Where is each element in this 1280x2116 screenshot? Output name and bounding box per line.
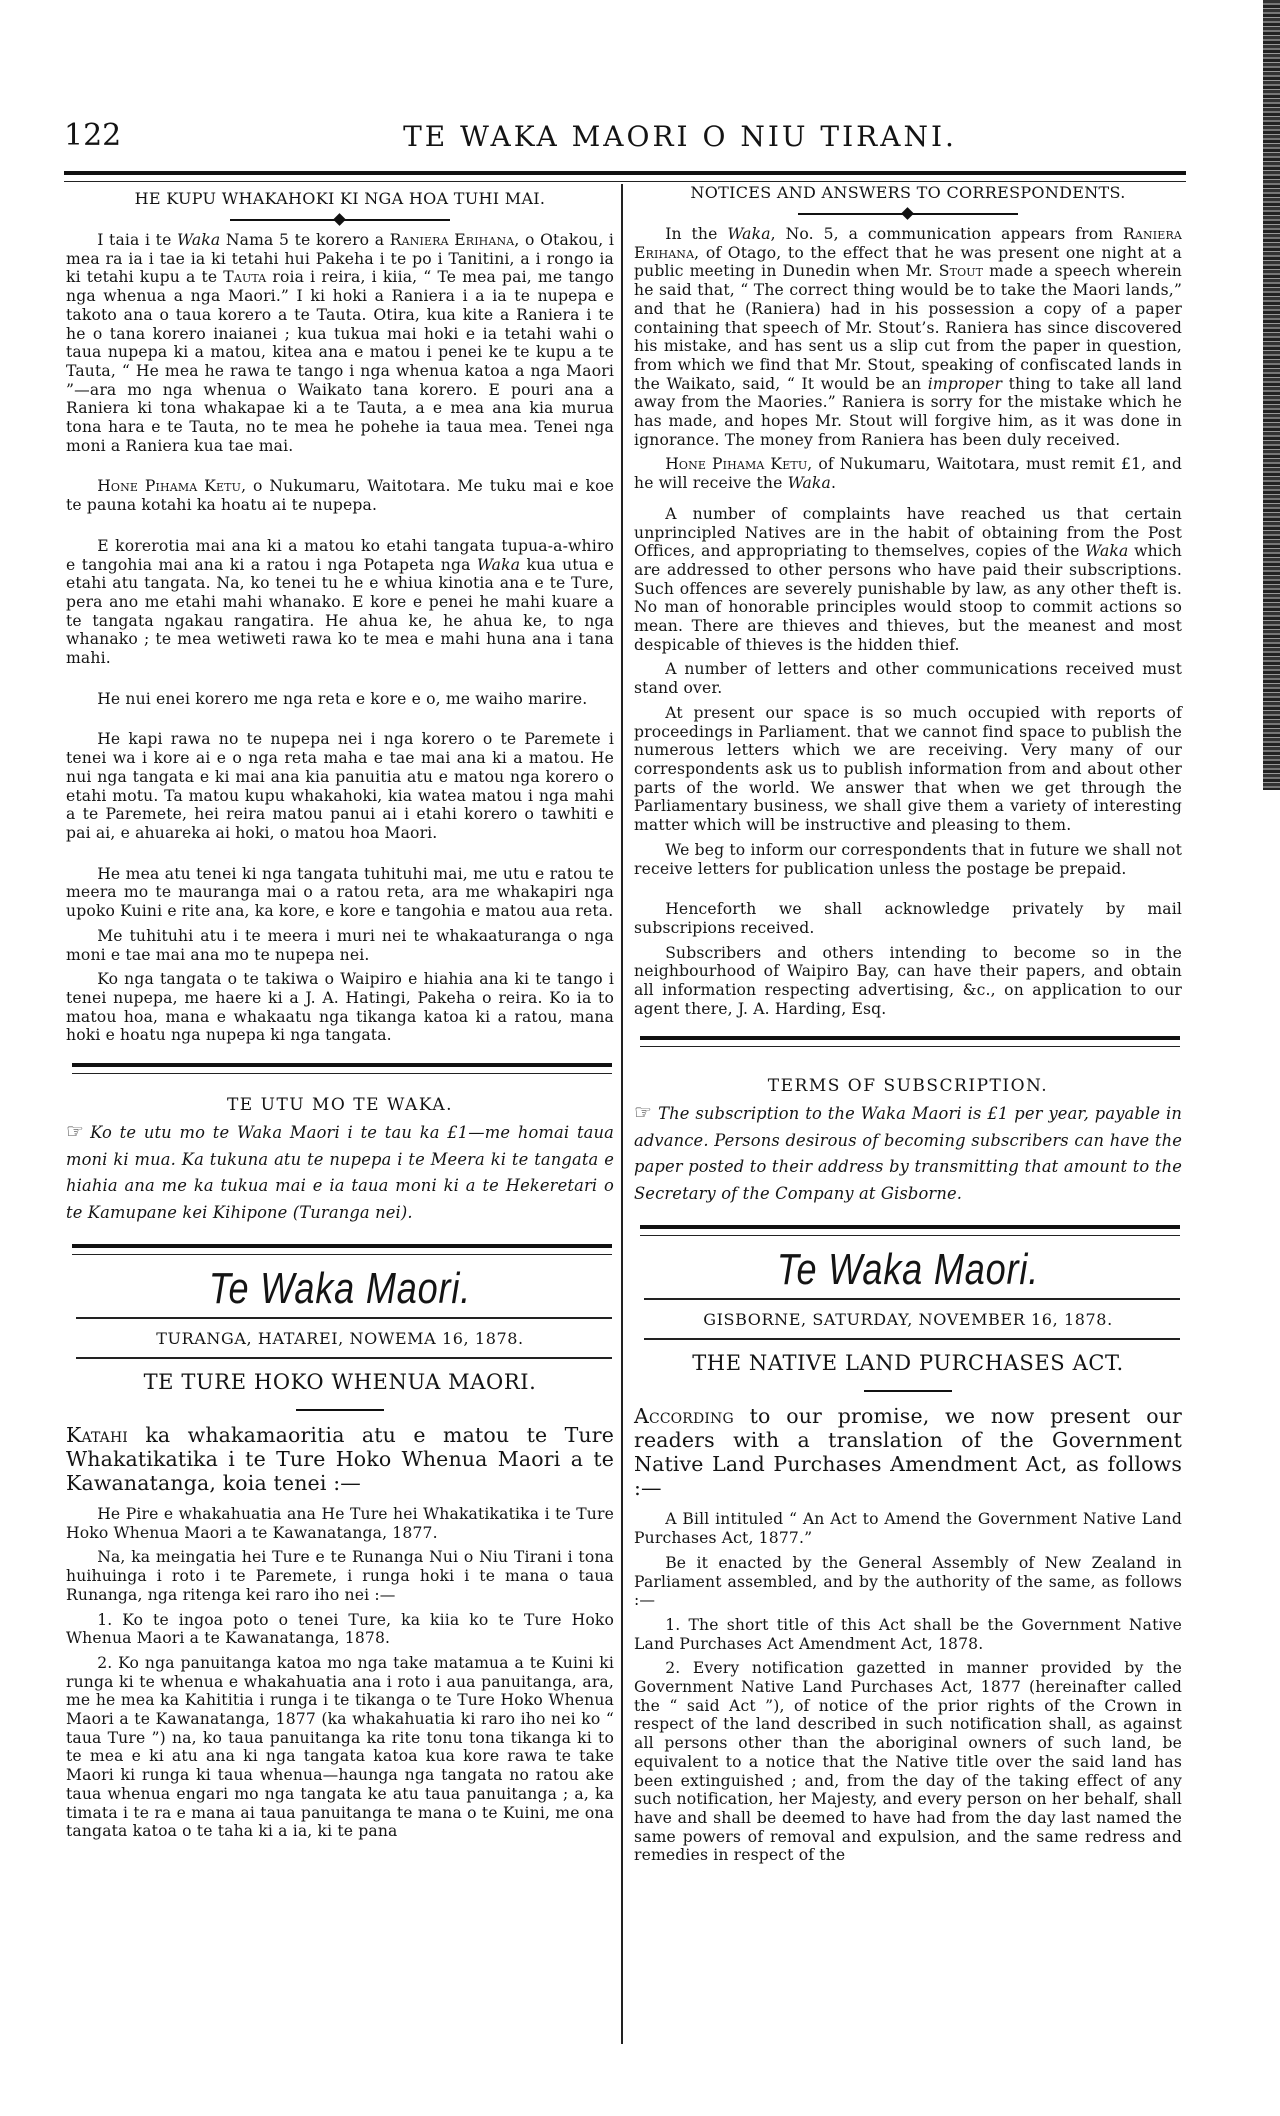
article-paragraph: [66, 1611, 614, 1648]
italic-text: Waka: [476, 555, 521, 574]
text-run: ka whakamaoritia atu e matou te Ture Whakatikatika i te Ture Hoko Whenua Maori a te Kawanatanga, koia tenei :—: [66, 1423, 614, 1496]
rule-thick: [640, 1036, 1180, 1040]
text-run: Be it enacted by the General Assembly of New Zealand in Parliament assembled, and by the authority of the same, as follows :—: [634, 1553, 1182, 1610]
short-rule: [864, 1390, 952, 1392]
text-run: In the: [665, 225, 728, 243]
text-run: He mea atu tenei ki nga tangata tuhituhi mai, me utu e ratou te meera mo te mauranga mai o a ratou reta, ara me whakapiri nga upoko Kuini e rite ana, ka kore, e kore e tangohia e matou aua reta.: [66, 864, 614, 921]
italic-text: Waka: [787, 474, 831, 493]
text-run: which are addressed to other persons who have paid their subscriptions. Such offences are severely punishable by law, as any other theft is. No man of honorable principles would stoop to commit actions so mean. There are thieves and thieves, but the meanest and most despicable of thieves is the hidden thief.: [634, 542, 1182, 654]
italic-text: improper: [927, 374, 1003, 393]
header-rule-thin: [64, 181, 1186, 182]
left-paragraph: [66, 927, 614, 964]
rule-thin: [640, 1235, 1180, 1236]
text-run: A number of complaints have reached us that certain unprincipled Natives are in the habit of obtaining from the Post Offices, and appropriating to themselves, copies of the: [634, 504, 1182, 561]
italic-text: Waka: [1085, 542, 1129, 561]
rule-thin: [72, 1073, 612, 1074]
rule-thick: [72, 1063, 612, 1067]
small-caps-name: Stout: [938, 262, 984, 281]
rule-thick: [72, 1244, 612, 1248]
left-paragraph: [66, 231, 614, 455]
text-run: to our promise, we now present our readers with a translation of the Government Native Land Purchases Amendment Act, as follows :—: [634, 1404, 1182, 1501]
article-paragraph: [634, 1510, 1182, 1547]
text-run: He nui enei korero me nga reta e kore e o, me waiho marire.: [97, 689, 588, 708]
text-run: I taia i te: [97, 231, 178, 249]
subscription-heading: TERMS OF SUBSCRIPTION.: [767, 1076, 1049, 1097]
text-run: E korerotia mai ana ki a matou ko etahi tangata tupua-a-whiro e tangohia mai ana ki a ratou i nga Potapeta nga: [66, 536, 614, 574]
small-caps-name: Tauta: [223, 268, 267, 287]
article-paragraph: [634, 1659, 1182, 1865]
left-column: [66, 189, 614, 1841]
subscription-notice: [634, 1099, 1182, 1207]
scan-edge: [1263, 0, 1280, 790]
right-paragraph: [634, 505, 1182, 655]
text-run: 1. The short title of this Act shall be the Government Native Land Purchases Act Amendment Act, 1878.: [634, 1615, 1182, 1653]
right-paragraph: [634, 900, 1182, 937]
text-run: He kapi rawa no te nupepa nei i nga korero o te Paremete i tenei wa i kore ai e o nga reta maha e tae mai ana ki a matou. He nui nga tangata e ki mai ana kia panuitia atu e matou nga korero o etahi motu. Ta matou kupu whakahoki, kia watea matou i nga mahi a te Paremete, hei reira matou panui ai i etahi korero o tawhiti e pai ai, e ahuareka ai hoki, o matou hoa Maori.: [66, 730, 614, 842]
text-run: He Pire e whakahuatia ana He Ture hei Whakatikatika i te Ture Hoko Whenua Maori a te Kawanatanga, 1877.: [66, 1505, 614, 1542]
left-paragraph: [66, 537, 614, 668]
masthead-rule: [644, 1298, 1180, 1300]
short-rule: [296, 1409, 384, 1411]
article-paragraph: [66, 1654, 614, 1841]
small-caps-name: Hone Pihama Ketu: [97, 477, 242, 496]
article-heading: THE NATIVE LAND PURCHASES ACT.: [692, 1351, 1124, 1376]
small-caps-name: Raniera Erihana: [389, 231, 515, 249]
article-paragraph: [66, 1548, 614, 1604]
text-run: At present our space is so much occupied with reports of proceedings in Parliament. that we cannot find space to publish the numerous letters which we are receiving. Very many of our correspondents ask us to publish information from and about other parts of the world. We answer that when we get through the Parliamentary business, we shall give them a variety of interesting matter which will be instructive and pleasing to them.: [634, 703, 1182, 835]
right-paragraph: [634, 944, 1182, 1019]
italic-text: Waka: [177, 231, 221, 249]
right-paragraph: [634, 455, 1182, 492]
pointing-hand-icon: ☞: [66, 1119, 85, 1144]
text-run: Nama 5 te korero a: [220, 231, 390, 249]
page-number: 122: [64, 118, 122, 153]
text-run: , o Nukumaru, Waitotara. Me tuku mai e koe te pauna kotahi ka hoatu ai te nupepa.: [66, 477, 614, 515]
dateline-rule: [76, 1357, 612, 1359]
text-run: , of Nukumaru, Waitotara, must remit £1, and he will receive the: [634, 455, 1182, 493]
column-divider: [621, 184, 623, 2044]
right-paragraph: [634, 704, 1182, 835]
small-caps-name: According: [634, 1404, 734, 1429]
notice-text: [634, 1104, 1182, 1203]
italic-text: Waka: [727, 225, 771, 243]
text-run: 2. Ko nga panuitanga katoa mo nga take matamua a te Kuini ki runga ki te whenua e whakahuatia ana i roto i aua panuitanga, ara, me he mea ka Kahititia i runga i te tikanga o te Ture Hoko Whenua Maori a te Kawanatanga, 1877 (ka whakahuatia ki raro iho nei ko “ taua Ture ”) na, ko taua panuitanga ka rite tonu tona tikanga ki to te mea e ki atu ana ki nga tangata katoa kua kore rawa te take Maori ki runga ki taua whenua—haunga nga tangata no ratou ake taua whenua engari mo nga tangata ke atu taua panuitanga ; a, ka timata i te ra e mana ai taua panuitanga te mana o te Kuini, me ona tangata katoa o te taha ki a ia, ki te pana: [66, 1653, 614, 1841]
article-lead: [634, 1404, 1182, 1500]
right-column: [634, 183, 1182, 1865]
text-run: roia i reira, i kiia, “ Te mea pai, me tango nga whenua a nga Maori.” I ki hoki a Raniera i a ia te nupepa e takoto ana o taua korero a te Tauta. Otira, kua kite a Raniera i te he o tana korero inaianei ; kua tukua mai hoki e ia tetahi wahi o taua nupepa ki a matou, kitea ana e matou i penei ke te kupu a te Tauta, “ He mea he rawa te tango i nga whenua katoa a nga Maori ”—ara mo nga whenua o Waikato tana korero. E pouri ana a Raniera ki tona whakapae ki a te Tauta, a e mea ana kia murua tona hara e te Tauta, no te mea he pohehe ia taua mea. Tenei nga moni a Raniera kua tae mai.: [66, 268, 614, 455]
subscription-notice: [66, 1118, 614, 1226]
rule-thin: [640, 1046, 1180, 1047]
text-run: , of Otago, to the effect that he was present one night at a public meeting in Dunedin when Mr.: [634, 243, 1182, 281]
pointing-hand-icon: ☞: [634, 1100, 653, 1125]
section-rule: [640, 1225, 1180, 1236]
left-section-heading: HE KUPU WHAKAHOKI KI NGA HOA TUHI MAI.: [134, 189, 546, 208]
dateline: TURANGA, HATAREI, NOWEMA 16, 1878.: [156, 1329, 524, 1349]
text-run: A Bill intituled “ An Act to Amend the Government Native Land Purchases Act, 1877.”: [634, 1510, 1182, 1548]
left-paragraph: [66, 970, 614, 1045]
small-caps-name: Hone Pihama Ketu: [665, 455, 808, 474]
text-run: A number of letters and other communications received must stand over.: [634, 660, 1182, 698]
text-run: kua utua e etahi atu tangata. Na, ko tenei tu he e whiua kinotia ana e te Ture, pera ano me etahi mahi whanako. E kore e penei he mahi kuare a te tangata ngakau rangatira. He ahua ke, he ahua ke, to nga whanako ; te mea wetiweti rawa ko te mea e mahi huna ana i tana mahi.: [66, 555, 615, 668]
subscription-heading: TE UTU MO TE WAKA.: [226, 1095, 454, 1116]
article-paragraph: [634, 1616, 1182, 1653]
masthead-rule: [76, 1317, 612, 1319]
article-paragraph: [66, 1505, 614, 1542]
left-paragraph: [66, 730, 614, 842]
right-paragraph: [634, 841, 1182, 878]
text-run: We beg to inform our correspondents that in future we shall not receive letters for publication unless the postage be prepaid.: [634, 840, 1182, 878]
diamond-rule: [66, 215, 614, 225]
text-run: The subscription to the Waka Maori is £1 per year, payable in advance. Persons desirous of becoming subscribers can have the paper posted to their address by transmitting that amount to the Secretary of the Company at Gisborne.: [634, 1104, 1182, 1203]
text-run: , No. 5, a communication appears from: [770, 225, 1124, 243]
notice-text: [66, 1123, 614, 1222]
text-run: Me tuhituhi atu i te meera i muri nei te whakaaturanga o nga moni e tae mai ana mo te nupepa nei.: [66, 926, 614, 964]
text-run: , o Otakou, i mea ra ia i tae ia ki tetahi hui Pakeha i te po i Tanitini, a i rongo ia ki tetahi kupu a te: [66, 231, 615, 287]
left-paragraph: [66, 477, 614, 514]
text-run: thing to take all land away from the Maories.” Raniera is sorry for the mistake which he has made, and hopes Mr. Stout will forgive him, as it was done in ignorance. The money from Raniera has been duly received.: [634, 374, 1182, 449]
text-run: 2. Every notification gazetted in manner provided by the Government Native Land Purchases Act, 1877 (hereinafter called the “ said Act ”), of notice of the prior rights of the Crown in respect of the land described in such notification shall, as against all persons other than the aboriginal owners of such land, be equivalent to a notice that the Native title over the said land has been extinguished ; and, from the day of the taking effect of any such notification, her Majesty, and every person on her behalf, shall have and shall be deemed to have had from the day last named the same powers of removal and expulsion, and the same redress and remedies in respect of the: [634, 1659, 1183, 1865]
text-run: Henceforth we shall acknowledge privately by mail subscripions received.: [634, 900, 1182, 937]
header-rule: [64, 171, 1186, 175]
masthead: Te Waka Maori.: [776, 1245, 1040, 1295]
dateline: GISBORNE, SATURDAY, NOVEMBER 16, 1878.: [703, 1310, 1113, 1330]
section-rule: [72, 1244, 612, 1255]
text-run: .: [830, 474, 837, 493]
rule-thin: [72, 1254, 612, 1255]
left-paragraph: [66, 690, 614, 709]
article-heading: TE TURE HOKO WHENUA MAORI.: [143, 1370, 537, 1395]
section-rule: [640, 1036, 1180, 1047]
right-section-heading: NOTICES AND ANSWERS TO CORRESPONDENTS.: [690, 183, 1126, 202]
dateline-rule: [644, 1338, 1180, 1340]
newspaper-title: TE WAKA MAORI O NIU TIRANI.: [403, 120, 957, 153]
text-run: Ko te utu mo te Waka Maori i te tau ka £1—me homai taua moni ki mua. Ka tukuna atu te nupepa i te Meera ki te tangata e hiahia ana me ka tukua mai e ia taua moni ki a te Hekeretari o te Kamupane kei Kihipone (Turanga nei).: [66, 1123, 614, 1222]
article-lead: [66, 1423, 614, 1495]
text-run: Na, ka meingatia hei Ture e te Runanga Nui o Niu Tirani i tona huihuinga i roto i te Paremete, i runga hoki i te mana o taua Runanga, nga ritenga kei raro iho nei :—: [66, 1548, 614, 1604]
small-caps-name: Katahi: [66, 1423, 128, 1448]
text-run: made a speech wherein he said that, “ The correct thing would be to take the Maori lands,” and that he (Raniera) had in his possession a copy of a paper containing that speech of Mr. Stout’s. Raniera has since discovered his mistake, and has sent us a slip cut from the paper in question, from which we find that Mr. Stout, speaking of confiscated lands in the Waikato, said, “ It would be an: [634, 262, 1182, 393]
left-paragraph: [66, 865, 614, 921]
text-run: Ko nga tangata o te takiwa o Waipiro e hiahia ana ki te tango i tenei nupepa, me haere ki a J. A. Hatingi, Pakeha o reira. Ko ia to matou hoa, mana e whakaatu nga tikanga katoa ki a ratou, mana hoki e hoatu nga nupepa ki nga tangata.: [66, 970, 614, 1045]
small-caps-name: Raniera Erihana: [634, 225, 1182, 262]
right-paragraph: [634, 225, 1182, 449]
masthead: Te Waka Maori.: [208, 1264, 472, 1314]
section-rule: [72, 1063, 612, 1074]
diamond-rule: [634, 209, 1182, 219]
text-run: 1. Ko te ingoa poto o tenei Ture, ka kiia ko te Ture Hoko Whenua Maori a te Kawanatanga, 1878.: [66, 1610, 614, 1648]
text-run: Subscribers and others intending to become so in the neighbourhood of Waipiro Bay, can have their papers, and obtain all information respecting advertising, &c., on application to our agent there, J. A. Harding, Esq.: [634, 943, 1182, 1018]
rule-thick: [640, 1225, 1180, 1229]
article-paragraph: [634, 1554, 1182, 1610]
right-paragraph: [634, 660, 1182, 697]
